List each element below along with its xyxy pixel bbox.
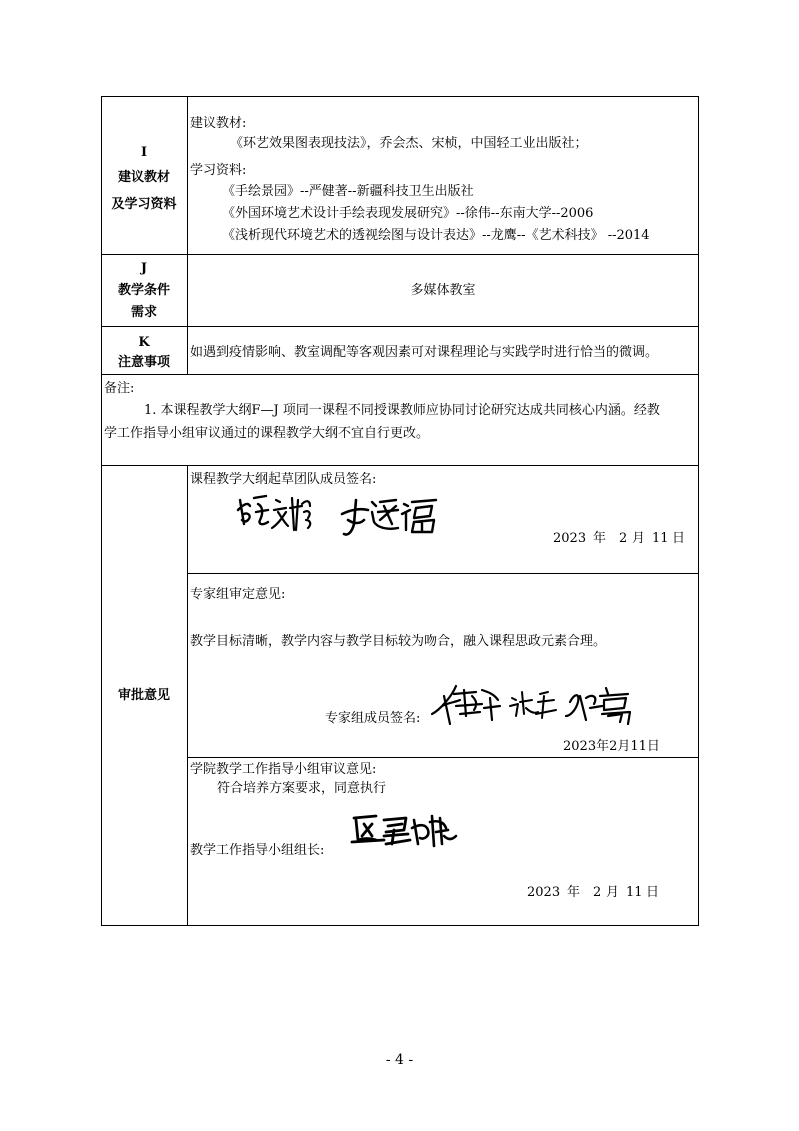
table-left-border — [101, 96, 102, 926]
section-k-label: 注意事项 — [117, 355, 170, 370]
textbook-item: 《环艺效果图表现技法》，乔会杰、宋桢，中国轻工业出版社； — [230, 136, 588, 151]
section-j-label-line1: 教学条件 — [117, 283, 170, 298]
material-item-1: 《手绘景园》--严健著--新疆科技卫生出版社 — [222, 184, 474, 199]
college-date-year: 2023 — [527, 885, 561, 900]
college-group-opinion: 符合培养方案要求，同意执行 — [217, 781, 387, 796]
section-k-letter: K — [138, 335, 150, 350]
section-j-letter: J — [140, 261, 148, 276]
section-i-letter: I — [140, 145, 148, 160]
page-number: - 4 - — [385, 1052, 414, 1068]
textbook-heading: 建议教材: — [190, 116, 247, 131]
college-date-day-unit: 日 — [646, 885, 660, 900]
material-item-2: 《外国环境艺术设计手绘表现发展研究》--徐伟--东南大学--2006 — [222, 206, 594, 221]
row-divider-ij — [101, 254, 699, 255]
college-signature-label: 教学工作指导小组组长: — [190, 843, 325, 858]
row-divider-jk — [101, 326, 699, 327]
materials-heading: 学习资料: — [190, 163, 247, 178]
college-group-heading: 学院教学工作指导小组审议意见: — [190, 762, 377, 777]
drafting-team-heading: 课程教学大纲起草团队成员签名: — [190, 472, 377, 487]
section-j-content: 多媒体教室 — [410, 283, 476, 298]
approval-label: 审批意见 — [117, 688, 170, 703]
drafting-date-day: 11 — [652, 531, 669, 546]
row-divider-k-notes — [101, 374, 699, 375]
table-top-border — [101, 96, 699, 97]
section-j-label-line2: 需求 — [130, 305, 157, 320]
label-column-divider-top — [187, 96, 188, 375]
expert-signatures — [430, 680, 640, 728]
approval-divider-1 — [187, 573, 699, 574]
row-divider-notes-approval — [101, 465, 699, 466]
college-date-year-unit: 年 — [567, 885, 581, 900]
notes-line-2: 学工作指导小组审议通过的课程教学大纲不宜自行更改。 — [104, 426, 430, 441]
drafting-date-month-unit: 月 — [632, 531, 646, 546]
table-right-border — [698, 96, 699, 926]
material-item-3: 《浅析现代环境艺术的透视绘图与设计表达》--龙鹰--《艺术科技》 --2014 — [222, 228, 650, 243]
notes-line-1: 1. 本课程教学大纲F—J 项同一课程不同授课教师应协同讨论研究达成共同核心内涵。经教 — [144, 403, 660, 418]
drafting-date-year: 2023 — [553, 531, 587, 546]
drafting-date-day-unit: 日 — [672, 531, 686, 546]
expert-group-opinion: 教学目标清晰，教学内容与教学目标较为吻合，融入课程思政元素合理。 — [190, 634, 607, 649]
drafting-date-month: 2 — [619, 531, 628, 546]
college-date-day: 11 — [626, 885, 643, 900]
expert-group-heading: 专家组审定意见: — [190, 587, 286, 602]
approval-divider-2 — [187, 757, 699, 758]
expert-group-date: 2023年2月11日 — [563, 739, 660, 754]
college-leader-signature — [348, 810, 458, 850]
section-k-content: 如遇到疫情影响、教室调配等客观因素可对课程理论与实践学时进行恰当的微调。 — [190, 345, 659, 360]
college-date-month-unit: 月 — [606, 885, 620, 900]
notes-heading: 备注: — [104, 381, 135, 396]
college-date-month: 2 — [593, 885, 602, 900]
table-bottom-border — [101, 925, 699, 926]
label-column-divider-bottom — [187, 465, 188, 926]
section-i-label-line1: 建议教材 — [117, 170, 170, 185]
drafting-signature-2 — [338, 494, 448, 540]
section-i-label-line2: 及学习资料 — [111, 197, 177, 212]
drafting-signature-1 — [236, 490, 316, 540]
expert-signature-label: 专家组成员签名: — [325, 711, 421, 726]
drafting-date-year-unit: 年 — [593, 531, 607, 546]
